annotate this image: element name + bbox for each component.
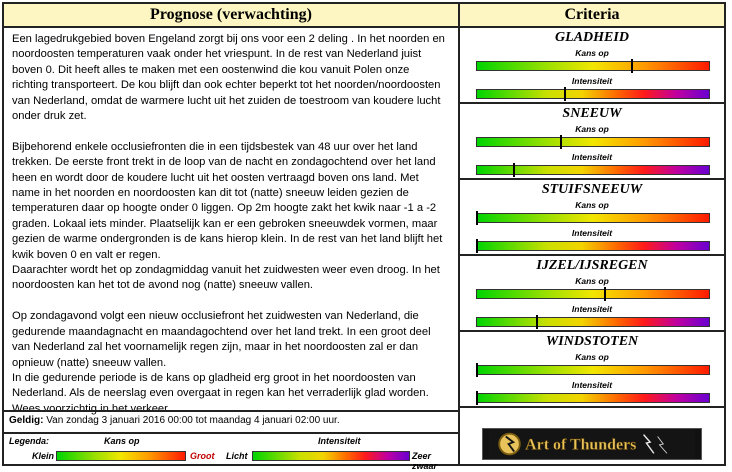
forecast-paragraph-2: Bijbehorend enkele occlusiefronten die in een tijdsbestek van 48 uur over het land trekken. De eerste front trekt in de loop van de nacht en zondagochtend over het land heen en wordt door de koudere lucht uit het oosten vertraagd boven ons land. Met name in het noorden en noordoosten kan dit tot (natte) sneeuw leiden gezien de temperaturen daar op hoogte onder 0 liggen. Op 2m hoogte zakt het kwik naar -1 a -2 graden. Lokaal iets minder. Plaatselijk kan er een gebroken sneeuwdek vormen, maar gezien de warme ondergronden is de kans hierop klein. In de rest van het land blijft het kwik boven 0 en valt er regen. — [12, 140, 443, 261]
forecast-text — [4, 28, 458, 417]
logo-text: Art of Thunders — [525, 436, 637, 454]
forecast-paragraph-4: Op zondagavond volgt een nieuw occlusiefront het zuidwesten van Nederland, die gedurende maandagnacht en maandagochtend over het land trekt. In een groot deel van Nederland zal het voornamelijk regen zijn, maar in het noordoosten zal er dan opnieuw (natte) sneeuw vallen. — [12, 310, 431, 369]
criterion-title: SNEEUW — [562, 106, 622, 121]
legend-label: Legenda: — [9, 436, 50, 446]
criterion-sneeuw — [460, 104, 724, 180]
legend-licht-label: Licht — [226, 451, 248, 461]
criteria-section — [460, 4, 724, 464]
legend — [4, 432, 460, 471]
kans-op-bar — [476, 61, 710, 71]
legend-zeer-zwaar-label: Zeer zwaar — [412, 451, 438, 471]
intensiteit-marker — [513, 163, 515, 177]
kans-op-marker — [604, 287, 606, 301]
criterion-title: WINDSTOTEN — [545, 334, 639, 349]
legend-klein-label: Klein — [32, 451, 55, 461]
validity-row — [4, 410, 460, 432]
intensiteit-label: Intensiteit — [571, 228, 613, 238]
intensiteit-label: Intensiteit — [571, 152, 613, 162]
intensiteit-marker — [536, 315, 538, 329]
logo-graphic — [483, 429, 701, 459]
kans-op-marker — [560, 135, 562, 149]
criterion-stuifsneeuw — [460, 180, 724, 256]
kans-op-marker — [476, 211, 478, 225]
legend-kans-label: Kans op — [104, 436, 140, 446]
kans-op-marker — [476, 363, 478, 377]
kans-op-bar — [476, 289, 710, 299]
intensiteit-label: Intensiteit — [571, 380, 613, 390]
kans-op-label: Kans op — [575, 124, 609, 134]
criterion-windstoten — [460, 332, 724, 408]
legend-kans-bar — [56, 451, 186, 461]
intensiteit-marker — [476, 239, 478, 253]
legend-intensiteit-label: Intensiteit — [318, 436, 361, 446]
intensiteit-bar — [476, 89, 710, 99]
kans-op-label: Kans op — [575, 200, 609, 210]
intensiteit-bar — [476, 241, 710, 251]
intensiteit-bar — [476, 393, 710, 403]
kans-op-bar — [476, 137, 710, 147]
criterion-ijzel-ijsregen — [460, 256, 724, 332]
intensiteit-label: Intensiteit — [571, 76, 613, 86]
kans-op-label: Kans op — [575, 276, 609, 286]
legend-groot-label: Groot — [190, 451, 215, 461]
prognose-section — [4, 4, 460, 415]
validity-text: Van zondag 3 januari 2016 00:00 tot maandag 4 januari 02:00 uur. — [46, 415, 340, 426]
criterion-gladheid — [460, 28, 724, 104]
criterion-title: STUIFSNEEUW — [541, 182, 643, 197]
forecast-panel — [2, 2, 726, 471]
art-of-thunders-logo — [482, 428, 702, 460]
criterion-title: IJZEL/IJSREGEN — [536, 258, 648, 273]
legend-intensiteit-bar — [252, 451, 410, 461]
intensiteit-marker — [564, 87, 566, 101]
intensiteit-bar — [476, 165, 710, 175]
kans-op-bar — [476, 365, 710, 375]
intensiteit-bar — [476, 317, 710, 327]
prognose-title: Prognose (verwachting) — [4, 4, 458, 28]
kans-op-label: Kans op — [575, 48, 609, 58]
criteria-title: Criteria — [460, 4, 724, 28]
kans-op-bar — [476, 213, 710, 223]
kans-op-marker — [631, 59, 633, 73]
criterion-title: GLADHEID — [555, 30, 629, 45]
kans-op-label: Kans op — [575, 352, 609, 362]
intensiteit-label: Intensiteit — [571, 304, 613, 314]
forecast-paragraph-5: In die gedurende periode is de kans op gladheid erg groot in het noordoosten van Nederland. Als de neerslag even overgaat in regen kan het verraderlijk glad worden. Wees voorzichtig in het verkeer. — [12, 371, 429, 415]
validity-label: Geldig: — [9, 415, 44, 426]
intensiteit-marker — [476, 391, 478, 405]
forecast-paragraph-3: Daarachter wordt het op zondagmiddag vanuit het zuidwesten weer even droog. In het noordoosten kan het tot de avond nog (natte) sneeuw vallen. — [12, 264, 440, 292]
forecast-paragraph-1: Een lagedrukgebied boven Engeland zorgt bij ons voor een 2 deling . In het noorden en noordoosten temperaturen vaak onder het vriespunt. In de rest van Nederland juist boven 0. Dit heeft alles te maken met een oostenwind die kou vanuit Polen onze richting transporteert. De kou blijft dan ook echter beperkt tot het noorden/noordoosten van Nederland, omdat de warmere lucht uit het zuiden de toestroom van koudere lucht onder druk zet. — [12, 33, 445, 123]
